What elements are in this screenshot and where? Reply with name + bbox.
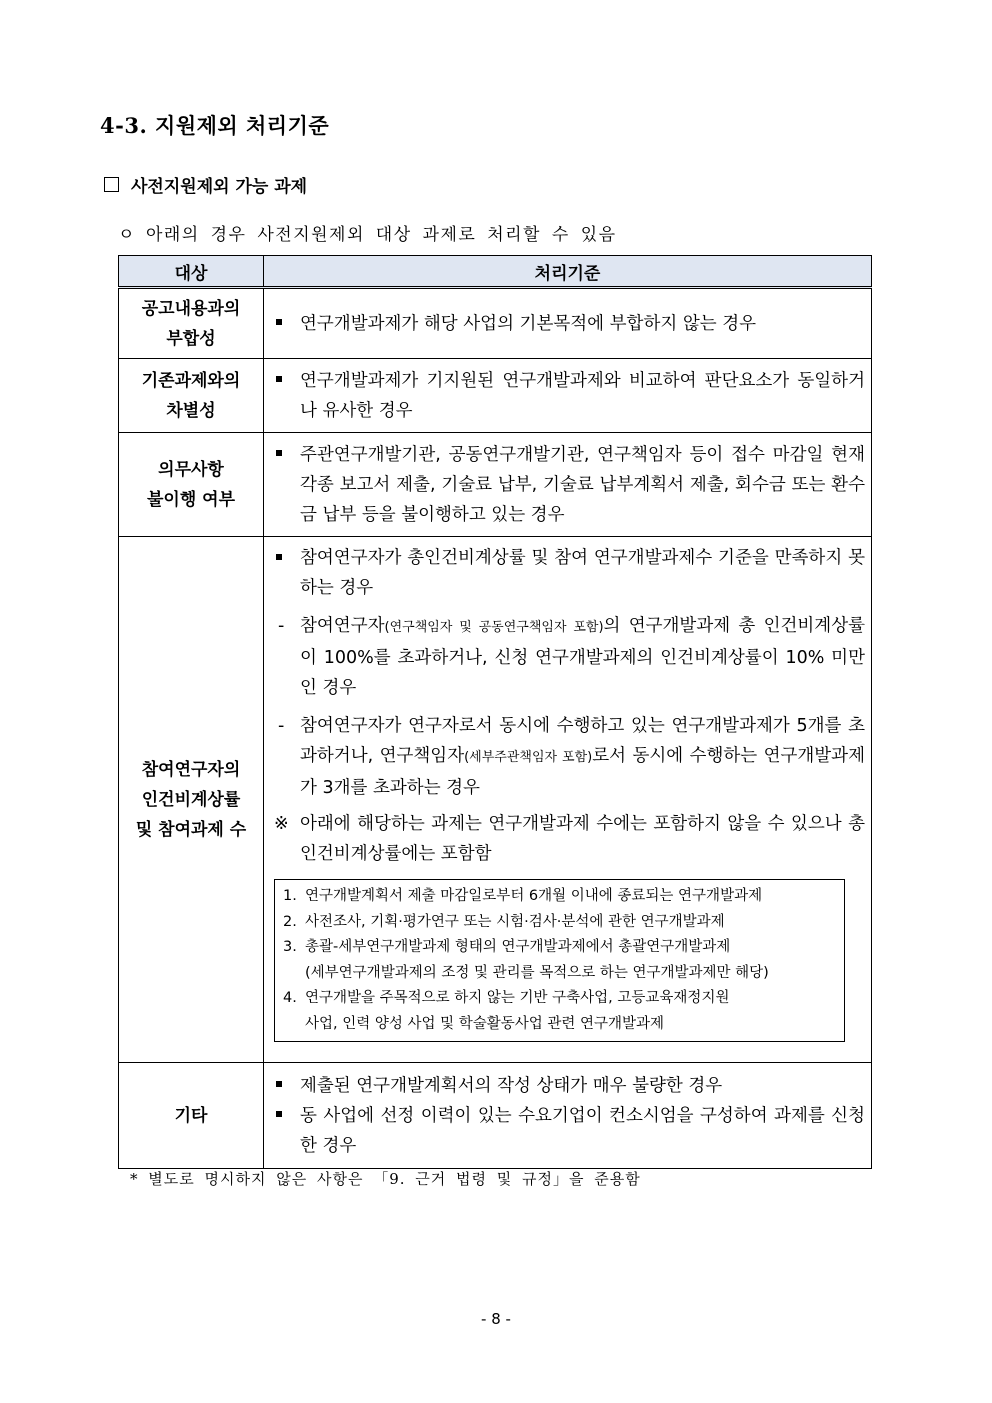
- criteria-item: 연구개발과제가 해당 사업의 기본목적에 부합하지 않는 경우: [274, 309, 865, 339]
- note-item: ※ 아래에 해당하는 과제는 연구개발과제 수에는 포함하지 않을 수 있으나 총인건비계상률에는 포함함: [274, 809, 865, 869]
- target-line: 불이행 여부: [146, 489, 236, 510]
- intro-bullet: ㅇ: [118, 225, 136, 245]
- square-bullet-icon: [276, 1081, 282, 1087]
- header-criteria: 처리기준: [264, 256, 872, 288]
- criteria-cell: [264, 433, 872, 537]
- square-bullet-icon: [276, 1111, 282, 1117]
- note-box-line: 3. 총괄-세부연구개발과제 형태의 연구개발과제에서 총괄연구개발과제: [283, 939, 731, 955]
- target-cell: [119, 537, 264, 1063]
- square-bullet-icon: [276, 376, 282, 382]
- section-title: 4-3. 지원제외 처리기준: [100, 113, 330, 138]
- table-row: [119, 1063, 872, 1169]
- checkbox-square-icon: [104, 177, 119, 192]
- criteria-cell: [264, 288, 872, 359]
- dash-marker: -: [278, 716, 285, 736]
- table-row: [119, 288, 872, 359]
- footnote: * 별도로 명시하지 않은 사항은 「9. 근거 법령 및 규정」을 준용함: [130, 1170, 641, 1188]
- note-box-line: 2. 사전조사, 기획·평가연구 또는 시험·검사·분석에 관한 연구개발과제: [283, 913, 725, 930]
- subsection-title: [104, 172, 307, 197]
- square-bullet-icon: [276, 450, 282, 456]
- subsection-title-text: 사전지원제외 가능 과제: [131, 177, 308, 197]
- target-line: 차별성: [166, 400, 216, 421]
- target-cell: [119, 433, 264, 537]
- criteria-cell: [264, 537, 872, 1063]
- criteria-item: 주관연구개발기관, 공동연구개발기관, 연구책임자 등이 접수 마감일 현재 각종 보고서 제출, 기술료 납부, 기술료 납부계획서 제출, 회수금 또는 환수금 납부 등을 불이행하고 있는 경우: [274, 440, 865, 530]
- target-line: 인건비계상률: [141, 789, 241, 810]
- table-row: [119, 359, 872, 433]
- criteria-table: [118, 255, 872, 1169]
- note-box-line: 사업, 인력 양성 사업 및 학술활동사업 관련 연구개발과제: [305, 1015, 665, 1032]
- criteria-cell: [264, 1063, 872, 1169]
- note-box-line: 1. 연구개발계획서 제출 마감일로부터 6개월 이내에 종료되는 연구개발과제: [283, 888, 763, 904]
- page-number: - 8 -: [481, 1310, 511, 1328]
- dash-marker: -: [278, 616, 285, 636]
- criteria-cell: [264, 359, 872, 433]
- target-line: 부합성: [166, 328, 216, 349]
- target-cell: [119, 288, 264, 359]
- criteria-item: 제출된 연구개발계획서의 작성 상태가 매우 불량한 경우: [274, 1071, 865, 1101]
- criteria-item: 동 사업에 선정 이력이 있는 수요기업이 컨소시엄을 구성하여 과제를 신청한 경우: [274, 1101, 865, 1161]
- note-box-line: (세부연구개발과제의 조정 및 관리를 목적으로 하는 연구개발과제만 해당): [305, 964, 769, 981]
- target-line: 공고내용과의: [141, 298, 241, 319]
- target-cell: [119, 359, 264, 433]
- table-header-row: [119, 256, 872, 288]
- dash-item: - 참여연구자가 연구자로서 동시에 수행하고 있는 연구개발과제가 5개를 초과하거나, 연구책임자(세부주관책임자 포함)로서 동시에 수행하는 연구개발과제가 3개를 초과하는 경우: [274, 711, 865, 803]
- table-row: [119, 537, 872, 1063]
- header-target: 대상: [119, 256, 264, 288]
- exclusion-note-box: [274, 879, 845, 1042]
- reference-mark-icon: ※: [274, 814, 289, 834]
- table-row: [119, 433, 872, 537]
- criteria-item: 참여연구자가 총인건비계상률 및 참여 연구개발과제수 기준을 만족하지 못하는 경우: [274, 543, 865, 603]
- criteria-item: 연구개발과제가 기지원된 연구개발과제와 비교하여 판단요소가 동일하거나 유사한 경우: [274, 366, 865, 426]
- target-line: 의무사항: [158, 459, 224, 480]
- square-bullet-icon: [276, 554, 282, 560]
- target-line: 기존과제와의: [141, 370, 241, 391]
- target-line: 및 참여과제 수: [135, 819, 247, 840]
- target-line: 참여연구자의: [141, 759, 241, 780]
- dash-item: - 참여연구자(연구책임자 및 공동연구책임자 포함)의 연구개발과제 총 인건비계상률이 100%를 초과하거나, 신청 연구개발과제의 인건비계상률이 10% 미만인 경우: [274, 611, 865, 703]
- target-line: 기타: [174, 1105, 208, 1126]
- target-cell: [119, 1063, 264, 1169]
- square-bullet-icon: [276, 319, 282, 325]
- intro-text: 아래의 경우 사전지원제외 대상 과제로 처리할 수 있음: [145, 225, 617, 245]
- note-box-line: 4. 연구개발을 주목적으로 하지 않는 기반 구축사업, 고등교육재정지원: [283, 990, 730, 1006]
- intro-line: [118, 220, 617, 245]
